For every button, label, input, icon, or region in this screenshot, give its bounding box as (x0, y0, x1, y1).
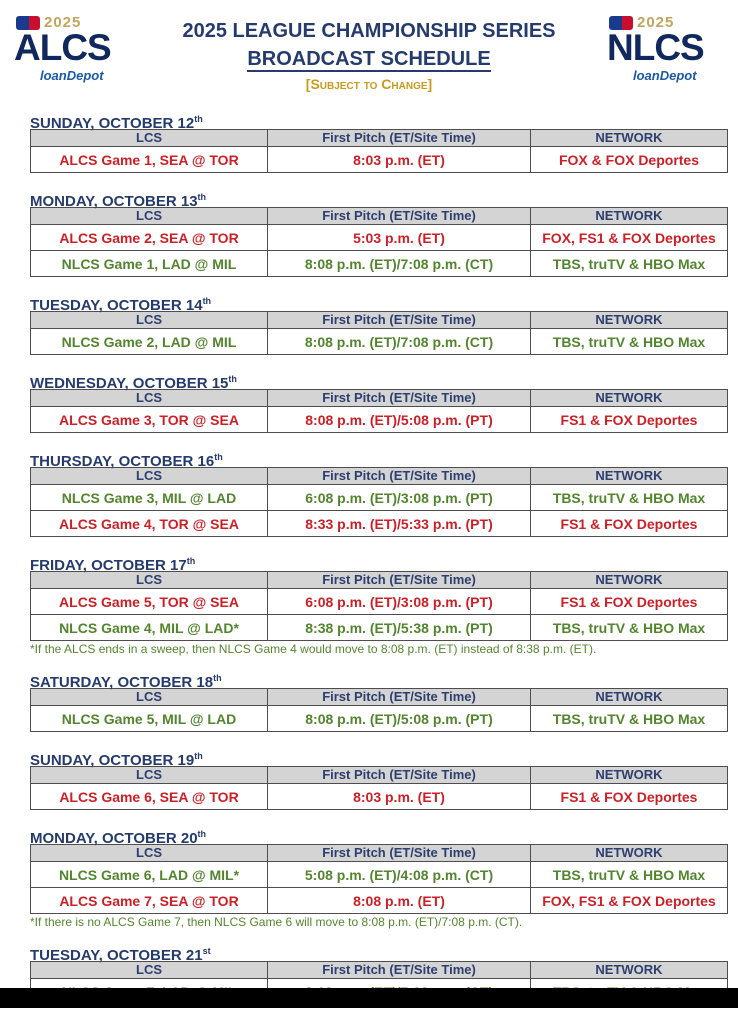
column-header-first-pitch: First Pitch (ET/Site Time) (268, 689, 531, 706)
day-heading-text: TUESDAY, OCTOBER 21 (30, 947, 203, 964)
column-header-first-pitch: First Pitch (ET/Site Time) (268, 962, 531, 979)
nlcs-logo-sponsor: loanDepot (633, 68, 697, 83)
day-ordinal-suffix: th (214, 452, 223, 462)
column-header-lcs: LCS (31, 572, 268, 589)
first-pitch-cell: 5:03 p.m. (ET) (268, 225, 531, 251)
table-row (31, 862, 728, 888)
column-header-network: NETWORK (531, 130, 728, 147)
footnote: *If there is no ALCS Game 7, then NLCS Game 6 will move to 8:08 p.m. (ET)/7:08 p.m. (CT). (30, 915, 523, 929)
column-header-lcs: LCS (31, 390, 268, 407)
column-header-network: NETWORK (531, 572, 728, 589)
network-cell: FS1 & FOX Deportes (531, 784, 728, 810)
table-row (31, 147, 728, 173)
day-heading (30, 549, 727, 574)
column-header-first-pitch: First Pitch (ET/Site Time) (268, 208, 531, 225)
column-header-network: NETWORK (531, 390, 728, 407)
table-header-row (31, 962, 728, 979)
table-row (31, 251, 728, 277)
column-header-network: NETWORK (531, 767, 728, 784)
day-heading (30, 107, 727, 132)
first-pitch-cell: 6:08 p.m. (ET)/3:08 p.m. (PT) (268, 485, 531, 511)
day-heading (30, 666, 727, 691)
bottom-bar (0, 988, 738, 1008)
game-cell: NLCS Game 4, MIL @ LAD* (31, 615, 268, 641)
day-schedule-table (30, 389, 728, 433)
network-cell: TBS, truTV & HBO Max (531, 862, 728, 888)
day-heading (30, 939, 727, 964)
table-row (31, 225, 728, 251)
table-row (31, 407, 728, 433)
day-heading-text: FRIDAY, OCTOBER 17 (30, 557, 187, 574)
table-row (31, 329, 728, 355)
day-schedule-table (30, 207, 728, 277)
day-ordinal-suffix: st (202, 946, 211, 956)
table-header-row (31, 468, 728, 485)
first-pitch-cell: 8:33 p.m. (ET)/5:33 p.m. (PT) (268, 511, 531, 537)
table-header-row (31, 390, 728, 407)
column-header-first-pitch: First Pitch (ET/Site Time) (268, 312, 531, 329)
day-heading (30, 289, 727, 314)
day-ordinal-suffix: th (213, 673, 222, 683)
table-header-row (31, 845, 728, 862)
day-ordinal-suffix: th (197, 829, 207, 839)
network-cell: TBS, truTV & HBO Max (531, 485, 728, 511)
day-ordinal-suffix: th (194, 751, 203, 761)
table-row (31, 706, 728, 732)
day-schedule-table (30, 311, 728, 355)
alcs-logo-sponsor: loanDepot (40, 68, 104, 83)
day-ordinal-suffix: th (194, 114, 203, 124)
day-schedule-table (30, 844, 728, 914)
column-header-network: NETWORK (531, 312, 728, 329)
day-schedule-table (30, 766, 728, 810)
game-cell: NLCS Game 5, MIL @ LAD (31, 706, 268, 732)
day-heading-text: TUESDAY, OCTOBER 14 (30, 297, 203, 314)
day-heading-text: MONDAY, OCTOBER 20 (30, 830, 198, 847)
column-header-lcs: LCS (31, 962, 268, 979)
day-heading (30, 367, 727, 392)
column-header-first-pitch: First Pitch (ET/Site Time) (268, 845, 531, 862)
column-header-first-pitch: First Pitch (ET/Site Time) (268, 468, 531, 485)
column-header-network: NETWORK (531, 208, 728, 225)
first-pitch-cell: 5:08 p.m. (ET)/4:08 p.m. (CT) (268, 862, 531, 888)
column-header-lcs: LCS (31, 312, 268, 329)
footnote: *If the ALCS ends in a sweep, then NLCS Game 4 would move to 8:08 p.m. (ET) instead of 8:38 p.m. (ET). (30, 642, 597, 656)
table-header-row (31, 572, 728, 589)
first-pitch-cell: 8:08 p.m. (ET)/7:08 p.m. (CT) (268, 251, 531, 277)
first-pitch-cell: 8:08 p.m. (ET) (268, 888, 531, 914)
column-header-lcs: LCS (31, 845, 268, 862)
page-title: 2025 LEAGUE CHAMPIONSHIP SERIES (182, 20, 556, 42)
game-cell: ALCS Game 6, SEA @ TOR (31, 784, 268, 810)
game-cell: NLCS Game 2, LAD @ MIL (31, 329, 268, 355)
table-header-row (31, 689, 728, 706)
network-cell: TBS, truTV & HBO Max (531, 329, 728, 355)
game-cell: ALCS Game 3, TOR @ SEA (31, 407, 268, 433)
day-heading-text: SATURDAY, OCTOBER 18 (30, 674, 214, 691)
subject-to-change-note: [Subject to Change] (305, 76, 433, 92)
game-cell: ALCS Game 7, SEA @ TOR (31, 888, 268, 914)
network-cell: TBS, truTV & HBO Max (531, 615, 728, 641)
game-cell: ALCS Game 4, TOR @ SEA (31, 511, 268, 537)
day-schedule-table (30, 129, 728, 173)
game-cell: NLCS Game 6, LAD @ MIL* (31, 862, 268, 888)
column-header-network: NETWORK (531, 845, 728, 862)
day-heading (30, 744, 727, 769)
table-header-row (31, 208, 728, 225)
first-pitch-cell: 8:03 p.m. (ET) (268, 784, 531, 810)
nlcs-logo-year: 2025 (637, 14, 675, 31)
network-cell: TBS, truTV & HBO Max (531, 251, 728, 277)
column-header-first-pitch: First Pitch (ET/Site Time) (268, 767, 531, 784)
first-pitch-cell: 8:08 p.m. (ET)/5:08 p.m. (PT) (268, 706, 531, 732)
column-header-network: NETWORK (531, 468, 728, 485)
network-cell: FS1 & FOX Deportes (531, 511, 728, 537)
table-row (31, 888, 728, 914)
column-header-first-pitch: First Pitch (ET/Site Time) (268, 572, 531, 589)
day-heading (30, 822, 727, 847)
first-pitch-cell: 8:08 p.m. (ET)/5:08 p.m. (PT) (268, 407, 531, 433)
network-cell: FOX, FS1 & FOX Deportes (531, 888, 728, 914)
game-cell: NLCS Game 3, MIL @ LAD (31, 485, 268, 511)
day-ordinal-suffix: th (186, 556, 196, 566)
day-heading-text: WEDNESDAY, OCTOBER 15 (30, 375, 229, 392)
table-row (31, 511, 728, 537)
table-header-row (31, 130, 728, 147)
column-header-lcs: LCS (31, 208, 268, 225)
table-row (31, 589, 728, 615)
first-pitch-cell: 8:38 p.m. (ET)/5:38 p.m. (PT) (268, 615, 531, 641)
game-cell: NLCS Game 1, LAD @ MIL (31, 251, 268, 277)
table-header-row (31, 312, 728, 329)
day-ordinal-suffix: th (202, 296, 212, 306)
game-cell: ALCS Game 2, SEA @ TOR (31, 225, 268, 251)
network-cell: FS1 & FOX Deportes (531, 589, 728, 615)
nlcs-logo (605, 14, 715, 88)
game-cell: ALCS Game 5, TOR @ SEA (31, 589, 268, 615)
day-ordinal-suffix: th (228, 374, 237, 384)
day-heading-text: SUNDAY, OCTOBER 12 (30, 115, 195, 132)
game-cell: ALCS Game 1, SEA @ TOR (31, 147, 268, 173)
schedule-list (30, 107, 727, 1017)
column-header-lcs: LCS (31, 468, 268, 485)
table-row (31, 784, 728, 810)
alcs-logo-year: 2025 (44, 14, 82, 31)
network-cell: TBS, truTV & HBO Max (531, 706, 728, 732)
column-header-network: NETWORK (531, 689, 728, 706)
column-header-first-pitch: First Pitch (ET/Site Time) (268, 390, 531, 407)
column-header-network: NETWORK (531, 962, 728, 979)
day-ordinal-suffix: th (197, 192, 207, 202)
column-header-lcs: LCS (31, 130, 268, 147)
table-row (31, 615, 728, 641)
day-schedule-table (30, 688, 728, 732)
day-heading-text: THURSDAY, OCTOBER 16 (30, 453, 215, 470)
table-header-row (31, 767, 728, 784)
day-schedule-table (30, 571, 728, 641)
alcs-logo-word: ALCS (14, 27, 111, 68)
network-cell: FS1 & FOX Deportes (531, 407, 728, 433)
day-schedule-table (30, 467, 728, 537)
day-heading (30, 185, 727, 210)
network-cell: FOX & FOX Deportes (531, 147, 728, 173)
network-cell: FOX, FS1 & FOX Deportes (531, 225, 728, 251)
column-header-first-pitch: First Pitch (ET/Site Time) (268, 130, 531, 147)
first-pitch-cell: 8:08 p.m. (ET)/7:08 p.m. (CT) (268, 329, 531, 355)
day-heading-text: SUNDAY, OCTOBER 19 (30, 752, 195, 769)
column-header-lcs: LCS (31, 689, 268, 706)
day-heading-text: MONDAY, OCTOBER 13 (30, 193, 198, 210)
first-pitch-cell: 8:03 p.m. (ET) (268, 147, 531, 173)
first-pitch-cell: 6:08 p.m. (ET)/3:08 p.m. (PT) (268, 589, 531, 615)
table-row (31, 485, 728, 511)
broadcast-schedule-title: BROADCAST SCHEDULE (247, 48, 491, 70)
day-heading (30, 445, 727, 470)
page-header (0, 0, 738, 104)
column-header-lcs: LCS (31, 767, 268, 784)
nlcs-logo-word: NLCS (607, 27, 704, 68)
